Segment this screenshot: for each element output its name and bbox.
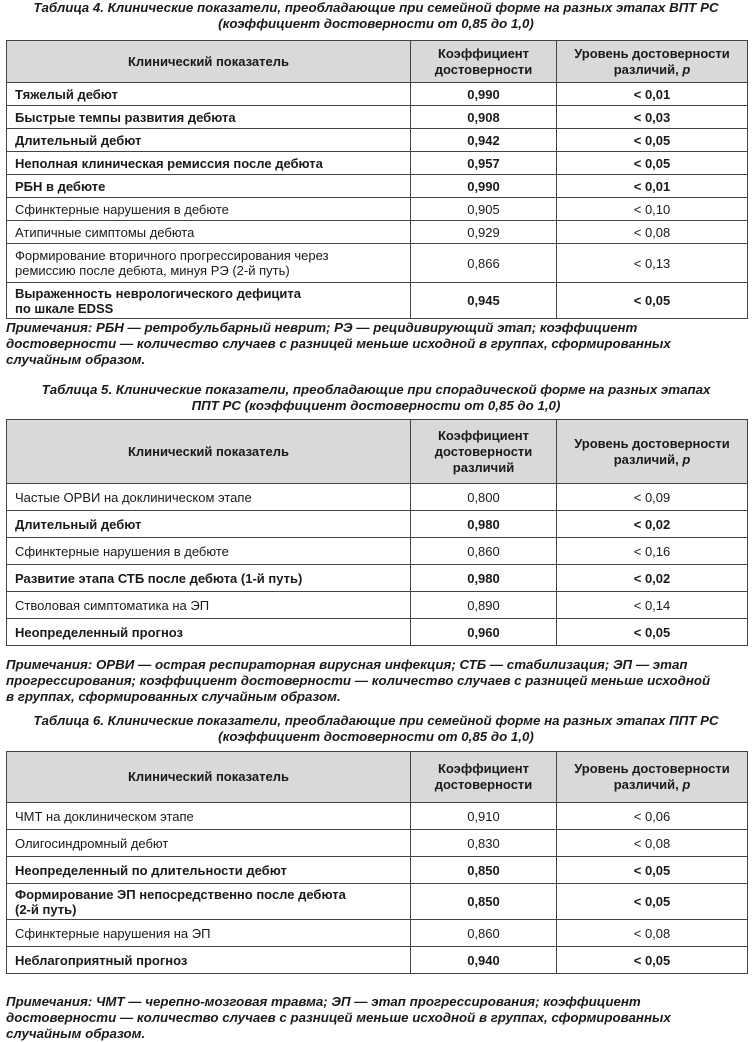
table-caption — [6, 382, 746, 414]
indicator-cell — [7, 175, 411, 198]
indicator-text: Формирование вторичного прогрессирования через — [15, 248, 329, 263]
indicator-text: (2-й путь) — [15, 901, 77, 917]
table-note — [6, 994, 746, 1042]
indicator-text: Длительный дебют — [15, 132, 142, 148]
header-text: достоверности — [434, 443, 533, 459]
p-symbol: p — [682, 777, 691, 792]
indicator-text: Стволовая симптоматика на ЭП — [15, 597, 210, 613]
p-value-cell: < 0,05 — [557, 129, 748, 152]
p-symbol: p — [682, 61, 691, 77]
indicator-cell — [7, 803, 411, 830]
column-header — [557, 420, 748, 484]
header-text: Клинический показатель — [127, 769, 290, 784]
indicator-text: Частые ОРВИ на доклиническом этапе — [15, 489, 252, 505]
indicator-cell — [7, 221, 411, 244]
indicator-cell — [7, 947, 411, 974]
indicator-text: ремиссию после дебюта, минуя РЭ (2-й путь) — [15, 263, 290, 278]
p-value-cell: < 0,10 — [557, 198, 748, 221]
p-value-cell: < 0,06 — [557, 803, 748, 830]
header-text: различий — [452, 459, 515, 475]
text-line: Примечания: ЧМТ — черепно-мозговая травма; ЭП — этап прогрессирования; коэффициент — [6, 994, 641, 1009]
coefficient-cell: 0,866 — [411, 244, 557, 283]
p-value-cell: < 0,05 — [557, 857, 748, 884]
indicator-cell — [7, 565, 411, 592]
table-note — [6, 320, 746, 368]
table-row — [7, 152, 748, 175]
data-table — [6, 419, 748, 646]
coefficient-cell: 0,957 — [411, 152, 557, 175]
coefficient-cell: 0,980 — [411, 565, 557, 592]
text-line: Таблица 6. Клинические показатели, преобладающие при семейной форме на разных этапах ППТ РС — [33, 713, 719, 728]
p-value-cell: < 0,14 — [557, 592, 748, 619]
p-value-cell: < 0,08 — [557, 920, 748, 947]
indicator-text: Сфинктерные нарушения в дебюте — [15, 543, 229, 559]
indicator-text: Сфинктерные нарушения в дебюте — [15, 201, 229, 217]
table-row — [7, 857, 748, 884]
p-value-cell: < 0,05 — [557, 947, 748, 974]
header-text: Клинический показатель — [127, 53, 290, 69]
p-value-cell: < 0,05 — [557, 152, 748, 175]
text-line: Примечания: РБН — ретробульбарный неврит; РЭ — рецидивирующий этап; коэффициент — [6, 320, 638, 335]
indicator-cell — [7, 106, 411, 129]
column-header — [7, 752, 411, 803]
header-text: Коэффициент — [437, 761, 530, 776]
text-line: (коэффициент достоверности от 0,85 до 1,0) — [218, 729, 534, 744]
coefficient-cell: 0,945 — [411, 283, 557, 319]
text-line: Примечания: ОРВИ — острая респираторная вирусная инфекция; СТБ — стабилизация; ЭП — этап — [6, 657, 688, 672]
coefficient-cell: 0,908 — [411, 106, 557, 129]
table-row — [7, 175, 748, 198]
table-row — [7, 283, 748, 319]
header-text: достоверности — [434, 61, 533, 77]
indicator-cell — [7, 129, 411, 152]
table-row — [7, 830, 748, 857]
indicator-cell — [7, 244, 411, 283]
coefficient-cell: 0,800 — [411, 484, 557, 511]
header-row — [7, 41, 748, 83]
header-text: различий, — [613, 61, 683, 77]
header-text: Коэффициент — [437, 427, 530, 443]
text-line: Таблица 4. Клинические показатели, преобладающие при семейной форме на разных этапах ВПТ РС — [33, 0, 719, 15]
header-row — [7, 420, 748, 484]
column-header — [7, 41, 411, 83]
p-value-cell: < 0,05 — [557, 283, 748, 319]
indicator-text: Выраженность неврологического дефицита — [15, 285, 302, 301]
table-row — [7, 244, 748, 283]
data-table — [6, 751, 748, 974]
table-row — [7, 106, 748, 129]
table-caption — [6, 0, 746, 32]
header-text: Коэффициент — [437, 45, 530, 61]
table-row — [7, 511, 748, 538]
coefficient-cell: 0,890 — [411, 592, 557, 619]
column-header — [411, 752, 557, 803]
p-value-cell: < 0,08 — [557, 830, 748, 857]
p-value-cell: < 0,02 — [557, 565, 748, 592]
indicator-cell — [7, 83, 411, 106]
table-row — [7, 484, 748, 511]
text-line: случайным образом. — [6, 1026, 146, 1041]
data-table — [6, 40, 748, 319]
indicator-cell — [7, 884, 411, 920]
text-line: достоверности — количество случаев с разницей меньше исходной в группах, сформированных — [6, 1010, 671, 1025]
column-header — [557, 41, 748, 83]
indicator-cell — [7, 920, 411, 947]
coefficient-cell: 0,940 — [411, 947, 557, 974]
indicator-cell — [7, 830, 411, 857]
p-value-cell: < 0,01 — [557, 175, 748, 198]
p-value-cell: < 0,13 — [557, 244, 748, 283]
header-text: различий, — [613, 777, 683, 792]
header-text: Уровень достоверности — [574, 435, 730, 451]
coefficient-cell: 0,929 — [411, 221, 557, 244]
header-text: достоверности — [434, 777, 533, 792]
p-value-cell: < 0,03 — [557, 106, 748, 129]
p-symbol: p — [682, 451, 691, 467]
header-text: Клинический показатель — [127, 443, 290, 459]
indicator-cell — [7, 198, 411, 221]
p-value-cell: < 0,05 — [557, 619, 748, 646]
indicator-cell — [7, 484, 411, 511]
coefficient-cell: 0,850 — [411, 884, 557, 920]
indicator-cell — [7, 283, 411, 319]
indicator-text: Атипичные симптомы дебюта — [15, 224, 195, 240]
table-row — [7, 884, 748, 920]
table-row — [7, 803, 748, 830]
coefficient-cell: 0,980 — [411, 511, 557, 538]
table-row — [7, 947, 748, 974]
header-row — [7, 752, 748, 803]
indicator-text: ЧМТ на доклиническом этапе — [15, 808, 194, 824]
table-row — [7, 129, 748, 152]
indicator-cell — [7, 857, 411, 884]
indicator-text: РБН в дебюте — [15, 178, 106, 194]
indicator-text: Неполная клиническая ремиссия после дебюта — [15, 155, 323, 171]
table-row — [7, 83, 748, 106]
column-header — [411, 420, 557, 484]
header-text: различий, — [613, 451, 683, 467]
indicator-text: Неопределенный прогноз — [15, 624, 184, 640]
coefficient-cell: 0,990 — [411, 175, 557, 198]
indicator-cell — [7, 538, 411, 565]
indicator-cell — [7, 619, 411, 646]
coefficient-cell: 0,960 — [411, 619, 557, 646]
coefficient-cell: 0,910 — [411, 803, 557, 830]
indicator-text: Олигосиндромный дебют — [15, 835, 169, 851]
p-value-cell: < 0,01 — [557, 83, 748, 106]
p-value-cell: < 0,02 — [557, 511, 748, 538]
text-line: (коэффициент достоверности от 0,85 до 1,0) — [218, 16, 534, 31]
p-value-cell: < 0,09 — [557, 484, 748, 511]
table-row — [7, 198, 748, 221]
p-value-cell: < 0,16 — [557, 538, 748, 565]
column-header — [411, 41, 557, 83]
indicator-text: Развитие этапа СТБ после дебюта (1-й путь) — [15, 570, 303, 586]
table-row — [7, 619, 748, 646]
table-row — [7, 565, 748, 592]
coefficient-cell: 0,942 — [411, 129, 557, 152]
coefficient-cell: 0,860 — [411, 920, 557, 947]
indicator-text: по шкале EDSS — [15, 300, 114, 316]
coefficient-cell: 0,990 — [411, 83, 557, 106]
text-line: прогрессирования; коэффициент достоверности — количество случаев с разницей меньше исходной — [6, 673, 711, 688]
indicator-text: Длительный дебют — [15, 516, 142, 532]
indicator-text: Неопределенный по длительности дебют — [15, 862, 287, 878]
table-caption — [6, 713, 746, 745]
column-header — [557, 752, 748, 803]
table-row — [7, 920, 748, 947]
column-header — [7, 420, 411, 484]
table-row — [7, 221, 748, 244]
table-row — [7, 538, 748, 565]
text-line: достоверности — количество случаев с разницей меньше исходной в группах, сформированных — [6, 336, 671, 351]
text-line: ППТ РС (коэффициент достоверности от 0,85 до 1,0) — [191, 398, 561, 413]
text-line: в группах, сформированных случайным образом. — [6, 689, 341, 704]
indicator-text: Формирование ЭП непосредственно после дебюта — [15, 886, 346, 902]
indicator-text: Тяжелый дебют — [15, 86, 118, 102]
coefficient-cell: 0,850 — [411, 857, 557, 884]
table-row — [7, 592, 748, 619]
p-value-cell: < 0,08 — [557, 221, 748, 244]
coefficient-cell: 0,830 — [411, 830, 557, 857]
header-text: Уровень достоверности — [574, 45, 730, 61]
indicator-cell — [7, 152, 411, 175]
text-line: случайным образом. — [6, 352, 146, 367]
indicator-cell — [7, 592, 411, 619]
table-note — [6, 657, 746, 705]
text-line: Таблица 5. Клинические показатели, преобладающие при спорадической форме на разных этапах — [41, 382, 711, 397]
header-text: Уровень достоверности — [574, 761, 730, 776]
coefficient-cell: 0,860 — [411, 538, 557, 565]
p-value-cell: < 0,05 — [557, 884, 748, 920]
indicator-text: Неблагоприятный прогноз — [15, 952, 188, 968]
indicator-cell — [7, 511, 411, 538]
coefficient-cell: 0,905 — [411, 198, 557, 221]
indicator-text: Быстрые темпы развития дебюта — [15, 109, 236, 125]
indicator-text: Сфинктерные нарушения на ЭП — [15, 925, 211, 941]
